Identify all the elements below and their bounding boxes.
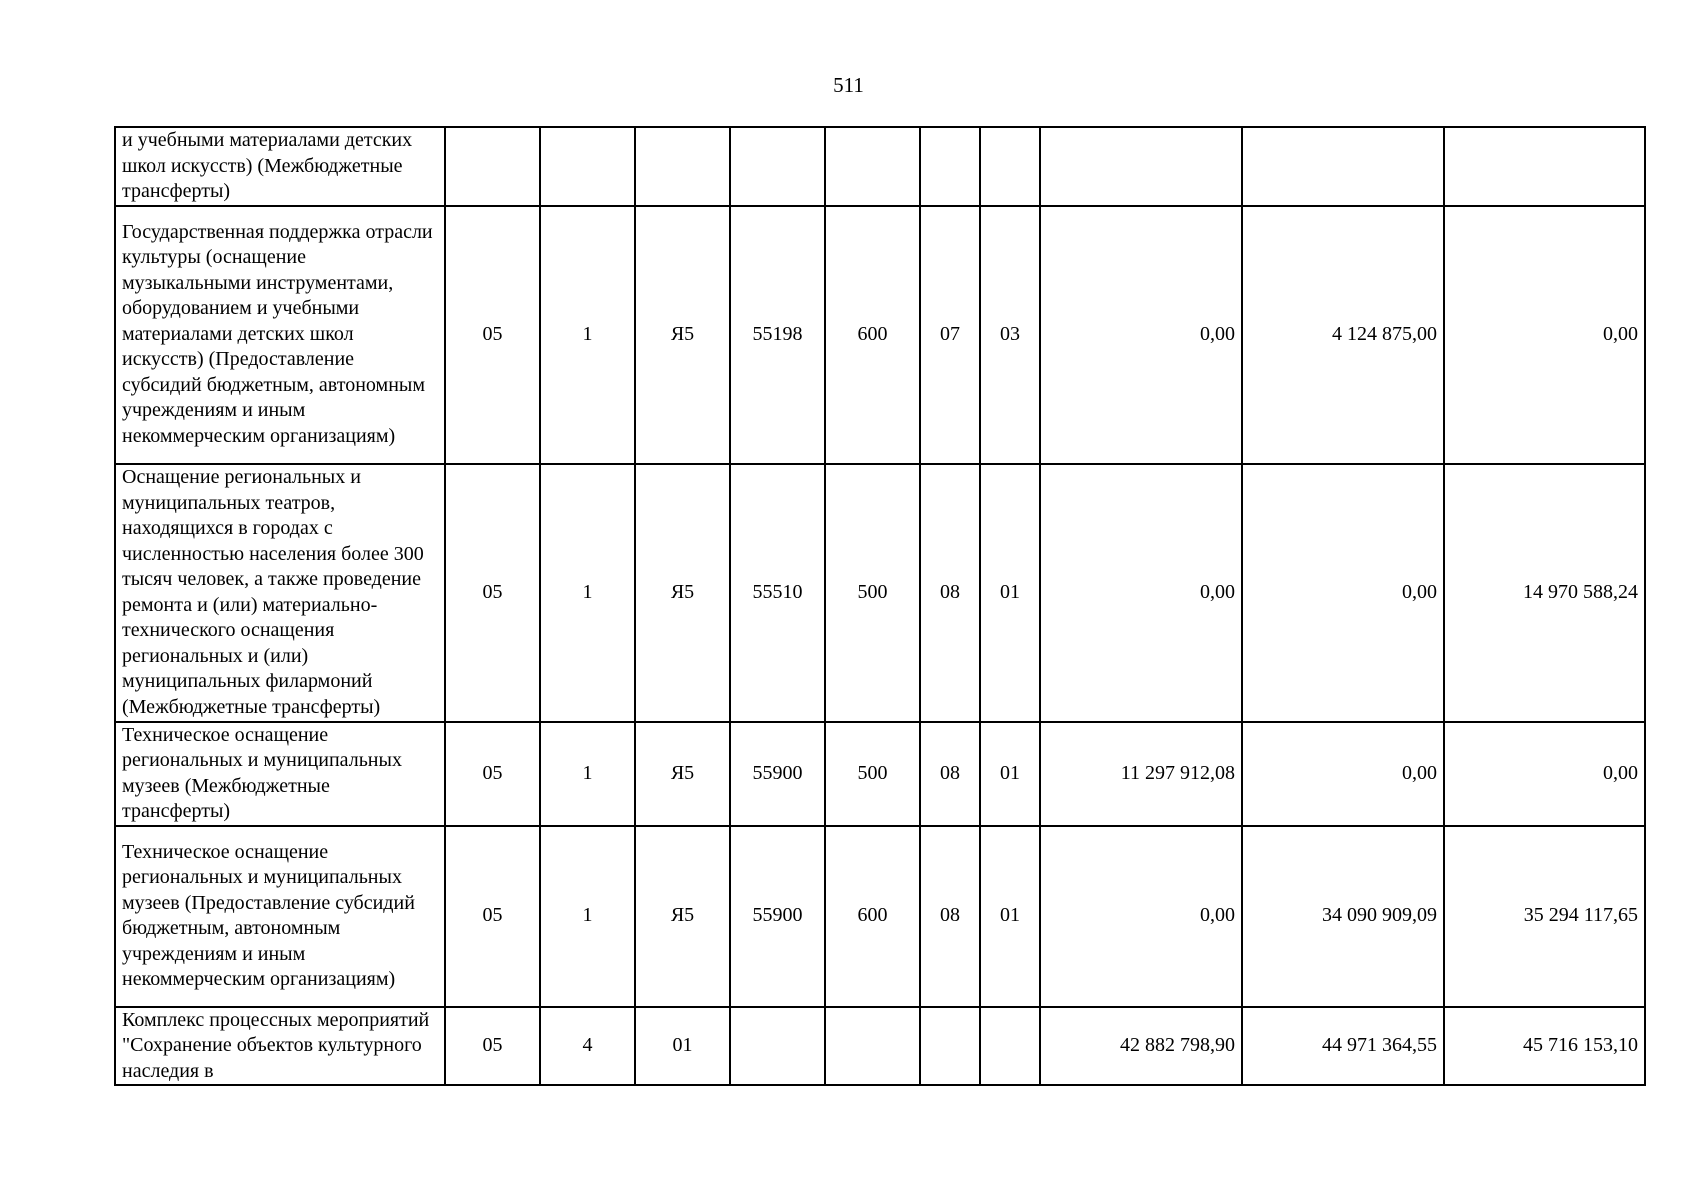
expense-type-code: 600 — [825, 206, 920, 464]
event-code — [635, 127, 730, 206]
amount-year-1: 0,00 — [1040, 826, 1242, 1007]
expense-type-code — [825, 127, 920, 206]
amount-year-1: 0,00 — [1040, 464, 1242, 722]
program-code: 05 — [445, 1007, 540, 1086]
amount-year-3: 35 294 117,65 — [1444, 826, 1645, 1007]
event-code: Я5 — [635, 826, 730, 1007]
section-code: 08 — [920, 722, 980, 826]
program-code: 05 — [445, 722, 540, 826]
subprogram-code: 4 — [540, 1007, 635, 1086]
subprogram-code: 1 — [540, 722, 635, 826]
amount-year-2: 44 971 364,55 — [1242, 1007, 1444, 1086]
subsection-code: 01 — [980, 722, 1040, 826]
table-row — [115, 826, 1645, 1007]
program-code: 05 — [445, 206, 540, 464]
direction-code: 55198 — [730, 206, 825, 464]
subprogram-code — [540, 127, 635, 206]
amount-year-2: 0,00 — [1242, 722, 1444, 826]
amount-year-3: 0,00 — [1444, 722, 1645, 826]
section-code — [920, 1007, 980, 1086]
amount-year-2 — [1242, 127, 1444, 206]
direction-code — [730, 1007, 825, 1086]
section-code: 08 — [920, 464, 980, 722]
budget-table — [114, 126, 1646, 1086]
direction-code: 55900 — [730, 722, 825, 826]
expense-type-code: 500 — [825, 464, 920, 722]
subprogram-code: 1 — [540, 826, 635, 1007]
page-number: 511 — [833, 73, 864, 97]
table-row — [115, 1007, 1645, 1086]
amount-year-1 — [1040, 127, 1242, 206]
amount-year-3 — [1444, 127, 1645, 206]
row-description: Комплекс процессных мероприятий "Сохранение объектов культурного наследия в — [115, 1007, 445, 1086]
row-description: Государственная поддержка отрасли культуры (оснащение музыкальными инструментами, оборудованием и учебными материалами детских школ искусств) (Предоставление субсидий бюджетным, автономным учреждениям и иным некоммерческим организациям) — [115, 206, 445, 464]
table-row — [115, 127, 1645, 206]
row-description: Техническое оснащение региональных и муниципальных музеев (Межбюджетные трансферты) — [115, 722, 445, 826]
subsection-code: 03 — [980, 206, 1040, 464]
row-description: и учебными материалами детских школ искусств) (Межбюджетные трансферты) — [115, 127, 445, 206]
subsection-code: 01 — [980, 826, 1040, 1007]
amount-year-2: 34 090 909,09 — [1242, 826, 1444, 1007]
program-code — [445, 127, 540, 206]
section-code — [920, 127, 980, 206]
subprogram-code: 1 — [540, 206, 635, 464]
subsection-code: 01 — [980, 464, 1040, 722]
row-description: Техническое оснащение региональных и муниципальных музеев (Предоставление субсидий бюджетным, автономным учреждениям и иным некоммерческим организациям) — [115, 826, 445, 1007]
section-code: 08 — [920, 826, 980, 1007]
expense-type-code — [825, 1007, 920, 1086]
program-code: 05 — [445, 826, 540, 1007]
event-code: Я5 — [635, 206, 730, 464]
amount-year-3: 14 970 588,24 — [1444, 464, 1645, 722]
amount-year-3: 45 716 153,10 — [1444, 1007, 1645, 1086]
subprogram-code: 1 — [540, 464, 635, 722]
direction-code: 55900 — [730, 826, 825, 1007]
event-code: Я5 — [635, 464, 730, 722]
event-code: 01 — [635, 1007, 730, 1086]
event-code: Я5 — [635, 722, 730, 826]
amount-year-2: 0,00 — [1242, 464, 1444, 722]
amount-year-1: 0,00 — [1040, 206, 1242, 464]
amount-year-1: 11 297 912,08 — [1040, 722, 1242, 826]
subsection-code — [980, 127, 1040, 206]
direction-code — [730, 127, 825, 206]
section-code: 07 — [920, 206, 980, 464]
table-row — [115, 464, 1645, 722]
expense-type-code: 500 — [825, 722, 920, 826]
table-row — [115, 206, 1645, 464]
amount-year-2: 4 124 875,00 — [1242, 206, 1444, 464]
row-description: Оснащение региональных и муниципальных театров, находящихся в городах с численностью населения более 300 тысяч человек, а также проведение ремонта и (или) материально-технического оснащения региональных и (или) муниципальных филармоний (Межбюджетные трансферты) — [115, 464, 445, 722]
table-row — [115, 722, 1645, 826]
amount-year-3: 0,00 — [1444, 206, 1645, 464]
program-code: 05 — [445, 464, 540, 722]
amount-year-1: 42 882 798,90 — [1040, 1007, 1242, 1086]
subsection-code — [980, 1007, 1040, 1086]
expense-type-code: 600 — [825, 826, 920, 1007]
direction-code: 55510 — [730, 464, 825, 722]
